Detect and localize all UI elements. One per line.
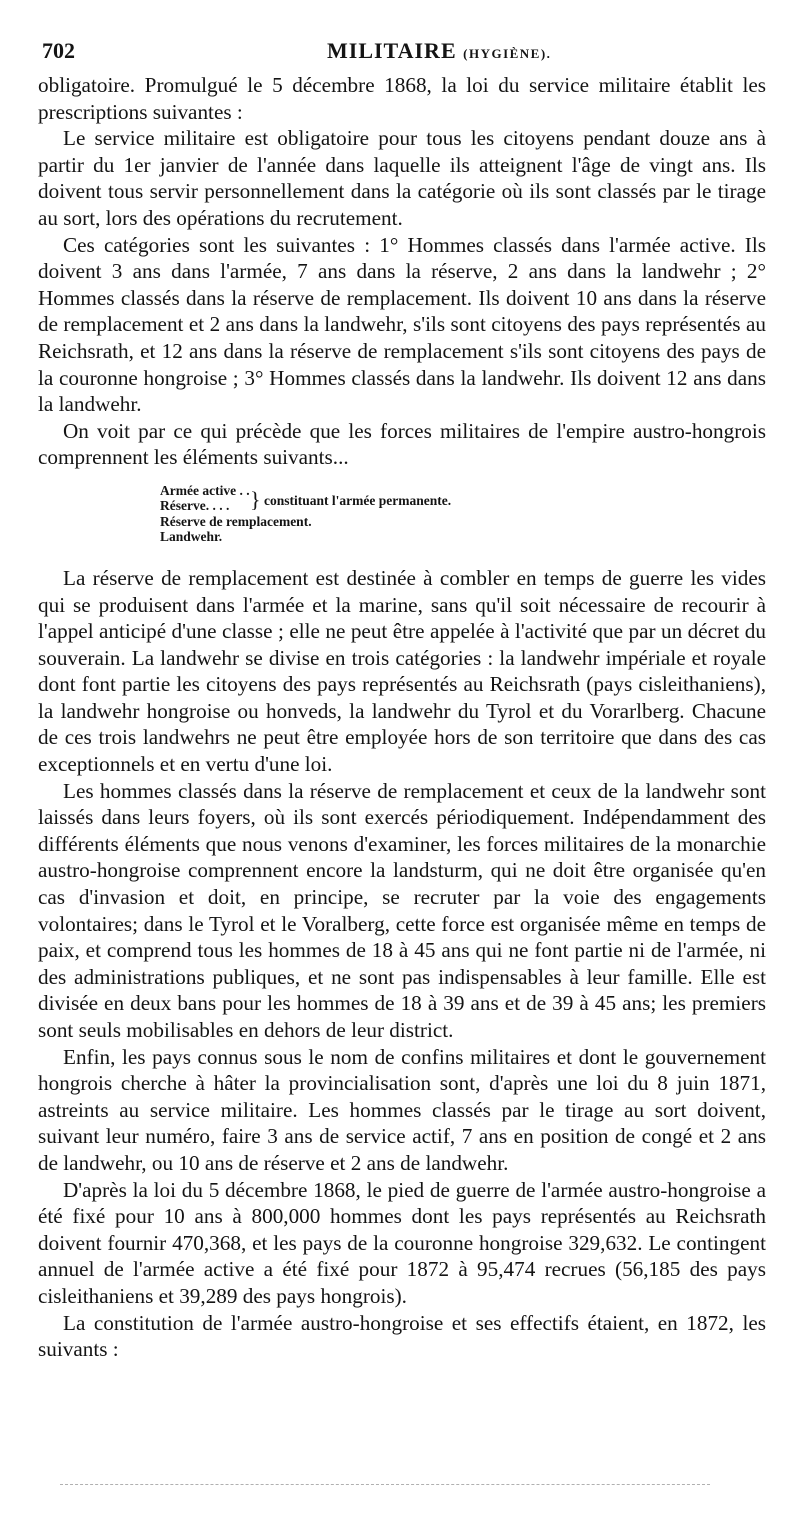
forces-list-item: Réserve de remplacement. [160, 513, 312, 529]
running-head-title: MILITAIRE [327, 38, 457, 63]
running-head [327, 38, 551, 64]
brace-glyph: } [250, 486, 261, 512]
paragraph-3: Ces catégories sont les suivantes : 1° Hommes classés dans l'armée active. Ils doivent 3 ans dans l'armée, 7 ans dans la réserve, 2 ans dans la landwehr ; 2° Hommes classés dans la réserve de remplacement. Ils doivent 10 ans dans la réserve de remplacement et 2 ans dans la landwehr, s'ils sont citoyens des pays représentés au Reichsrath, et 12 ans dans la réserve de remplacement s'ils sont citoyens des pays de la couronne hongroise ; 3° Hommes classés dans la landwehr. Ils doivent 12 ans dans la landwehr. [38, 232, 766, 417]
forces-list-note: constituant l'armée permanente. [264, 492, 452, 508]
forces-list [160, 483, 766, 545]
bleed-through-line [60, 1484, 710, 1486]
paragraph-7: Enfin, les pays connus sous le nom de confins militaires et dont le gouvernement hongrois cherche à hâter la provincialisation sont, d'après une loi du 8 juin 1871, astreints au service militaire. Les hommes classés par le tirage au sort doivent, suivant leur numéro, faire 3 ans de service actif, 7 ans en position de congé et 2 ans de landwehr, ou 10 ans de réserve et 2 ans de landwehr. [38, 1044, 766, 1175]
paragraph-1: obligatoire. Promulgué le 5 décembre 1868, la loi du service militaire établit les prescriptions suivantes : [38, 73, 766, 124]
paragraph-4: On voit par ce qui précède que les forces militaires de l'empire austro-hongrois comprennent les éléments suivants... [38, 418, 766, 470]
paragraph-6: Les hommes classés dans la réserve de remplacement et ceux de la landwehr sont laissés dans leurs foyers, où ils sont exercés périodiquement. Indépendamment des différents éléments que nous venons d'examiner, les forces militaires de la monarchie austro-hongroise comprennent encore la landsturm, qui ne doit être organisée qu'en cas d'invasion et doit, en principe, se recruter par la voie des engagements volontaires; dans le Tyrol et le Voralberg, cette force est organisée même en temps de paix, et comprend tous les hommes de 18 à 45 ans qui ne font partie ni de l'armée, ni des administrations publiques, et ne sont pas indispensables à leur famille. Elle est divisée en deux bans pour les hommes de 18 à 39 ans et de 39 à 45 ans; les premiers sont seuls mobilisables en dehors de leur district. [38, 778, 766, 1042]
running-head-subtitle: (HYGIÈNE). [463, 46, 552, 61]
body-text [38, 72, 766, 1363]
forces-list-item: Landwehr. [160, 529, 223, 545]
page-header [40, 38, 760, 68]
paragraph-5: La réserve de remplacement est destinée à combler en temps de guerre les vides qui se produisent dans l'armée et la marine, sans qu'il soit nécessaire de recourir à l'appel anticipé d'une classe ; elle ne peut être appelée à l'activité que par un décret du souverain. La landwehr se divise en trois catégories : la landwehr impériale et royale dont font partie les citoyens des pays représentés au Reichsrath (pays cisleithaniens), la landwehr hongroise ou honveds, la landwehr du Tyrol et du Vorarlberg. Chacune de ces trois landwehrs ne peut être employée hors de son territoire que dans des cas exceptionnels et en vertu d'une loi. [38, 565, 766, 777]
paragraph-2: Le service militaire est obligatoire pour tous les citoyens pendant douze ans à partir du 1er janvier de l'année dans laquelle ils atteignent l'âge de vingt ans. Ils doivent tous servir personnellement dans la catégorie où ils sont classés par le tirage au sort, lors des opérations du recrutement. [38, 126, 766, 230]
forces-list-item: Réserve. . . . [160, 498, 230, 514]
forces-list-item: Armée active . . [160, 482, 250, 498]
paragraph-8: D'après la loi du 5 décembre 1868, le pied de guerre de l'armée austro-hongroise a été fixé pour 10 ans à 800,000 hommes dont les pays représentés au Reichsrath doivent fournir 470,368, et les pays de la couronne hongroise 329,632. Le contingent annuel de l'armée active a été fixé pour 1872 à 95,474 recrues (56,185 des pays cisleithaniens et 39,289 des pays hongrois). [38, 1177, 766, 1308]
page-number: 702 [42, 38, 75, 63]
paragraph-9: La constitution de l'armée austro-hongroise et ses effectifs étaient, en 1872, les suivants : [38, 1310, 766, 1362]
